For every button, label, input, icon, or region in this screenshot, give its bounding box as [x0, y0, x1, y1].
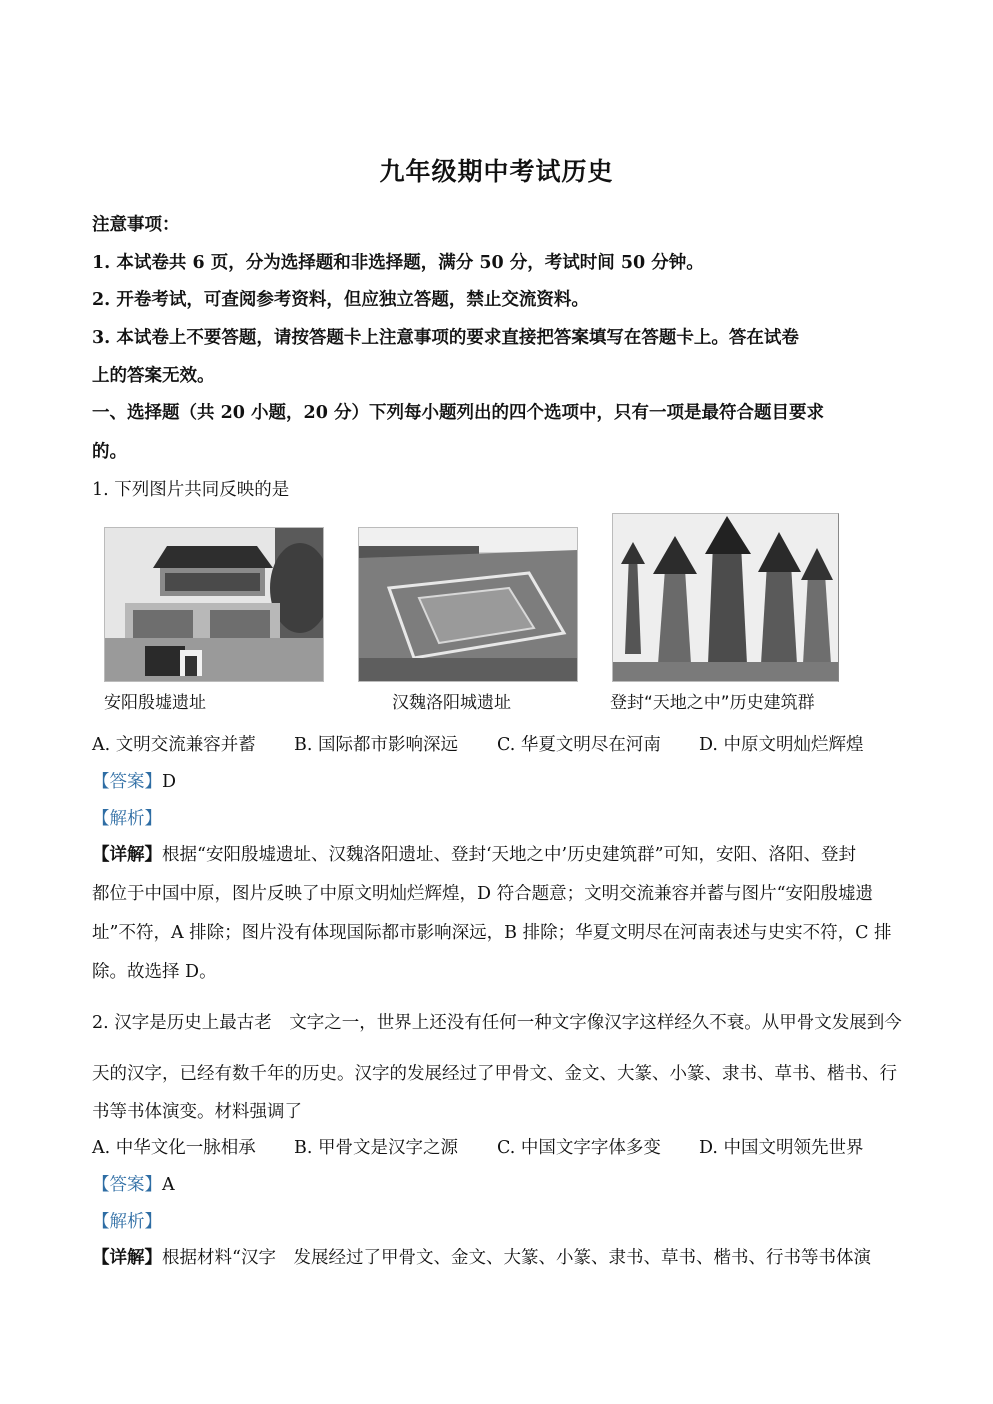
q1-stem: 1. 下列图片共同反映的是 [92, 480, 290, 500]
palace-photo-caption: 安阳殷墟遗址 [104, 693, 206, 713]
q2-option-b[interactable]: B. 甲骨文是汉字之源 [294, 1138, 458, 1158]
pagoda-photo-illustration [613, 514, 838, 681]
pagoda-photo-caption: 登封“天地之中”历史建筑群 [610, 693, 815, 713]
q1-analysis-label: 【解析】 [92, 809, 162, 829]
q2-answer-label: 【答案】 [92, 1175, 162, 1195]
q2-detail-line-1 [92, 1246, 907, 1270]
q1-detail-line-3: 址”不符，A 排除；图片没有体现国际都市影响深远，B 排除；华夏文明尽在河南表述与史实不符，C 排 [92, 923, 892, 943]
ruins-photo-illustration [359, 528, 577, 681]
q1-detail-text-1: 根据“安阳殷墟遗址、汉魏洛阳遗址、登封‘天地之中’历史建筑群”可知，安阳、洛阳、登封 [162, 845, 857, 865]
q2-detail-label: 【详解】 [92, 1248, 162, 1268]
notice-item-2: 2. 开卷考试，可查阅参考资料，但应独立答题，禁止交流资料。 [92, 290, 589, 310]
palace-photo [104, 527, 324, 682]
q2-stem-line-3: 书等书体演变。材料强调了 [92, 1102, 302, 1122]
q1-detail-label: 【详解】 [92, 845, 162, 865]
notice-heading: 注意事项： [92, 215, 180, 235]
q1-option-a[interactable]: A. 文明交流兼容并蓄 [92, 735, 256, 755]
q2-option-d[interactable]: D. 中国文明领先世界 [699, 1138, 864, 1158]
notice-item-3-line-2: 上的答案无效。 [92, 366, 215, 386]
q2-answer [92, 1173, 907, 1197]
ruins-photo-caption: 汉魏洛阳城遗址 [392, 693, 511, 713]
pagoda-photo [612, 513, 839, 682]
q2-stem-line-1: 2. 汉字是历史上最古老 文字之一，世界上还没有任何一种文字像汉字这样经久不衰。从甲骨文发展到今 [92, 1013, 902, 1033]
q1-detail-line-2: 都位于中国中原，图片反映了中原文明灿烂辉煌，D 符合题意；文明交流兼容并蓄与图片“安阳殷墟遗 [92, 884, 874, 904]
q2-stem-line-2: 天的汉字，已经有数千年的历史。汉字的发展经过了甲骨文、金文、大篆、小篆、隶书、草书、楷书、行 [92, 1064, 897, 1084]
q2-option-a[interactable]: A. 中华文化一脉相承 [92, 1138, 256, 1158]
section-heading-line-2: 的。 [92, 442, 127, 462]
palace-photo-illustration [105, 528, 323, 681]
ruins-photo [358, 527, 578, 682]
notice-item-3-line-1: 3. 本试卷上不要答题，请按答题卡上注意事项的要求直接把答案填写在答题卡上。答在试卷 [92, 328, 799, 348]
q1-detail-line-4: 除。故选择 D。 [92, 962, 217, 982]
q1-option-d[interactable]: D. 中原文明灿烂辉煌 [699, 735, 864, 755]
q2-option-c[interactable]: C. 中国文字字体多变 [497, 1138, 661, 1158]
notice-item-1: 1. 本试卷共 6 页，分为选择题和非选择题，满分 50 分，考试时间 50 分钟。 [92, 253, 704, 273]
q2-analysis-label: 【解析】 [92, 1212, 162, 1232]
q1-option-b[interactable]: B. 国际都市影响深远 [294, 735, 458, 755]
q1-option-c[interactable]: C. 华夏文明尽在河南 [497, 735, 661, 755]
q2-answer-value: A [162, 1175, 175, 1195]
q1-answer [92, 770, 907, 794]
q1-answer-label: 【答案】 [92, 772, 162, 792]
q1-detail-line-1 [92, 843, 907, 867]
q1-answer-value: D [162, 772, 177, 792]
section-heading-line-1: 一、选择题（共 20 小题，20 分）下列每小题列出的四个选项中，只有一项是最符合题目要求 [92, 403, 824, 423]
page-title: 九年级期中考试历史 [379, 157, 614, 186]
q2-detail-text-1: 根据材料“汉字 发展经过了甲骨文、金文、大篆、小篆、隶书、草书、楷书、行书等书体演 [162, 1248, 871, 1268]
